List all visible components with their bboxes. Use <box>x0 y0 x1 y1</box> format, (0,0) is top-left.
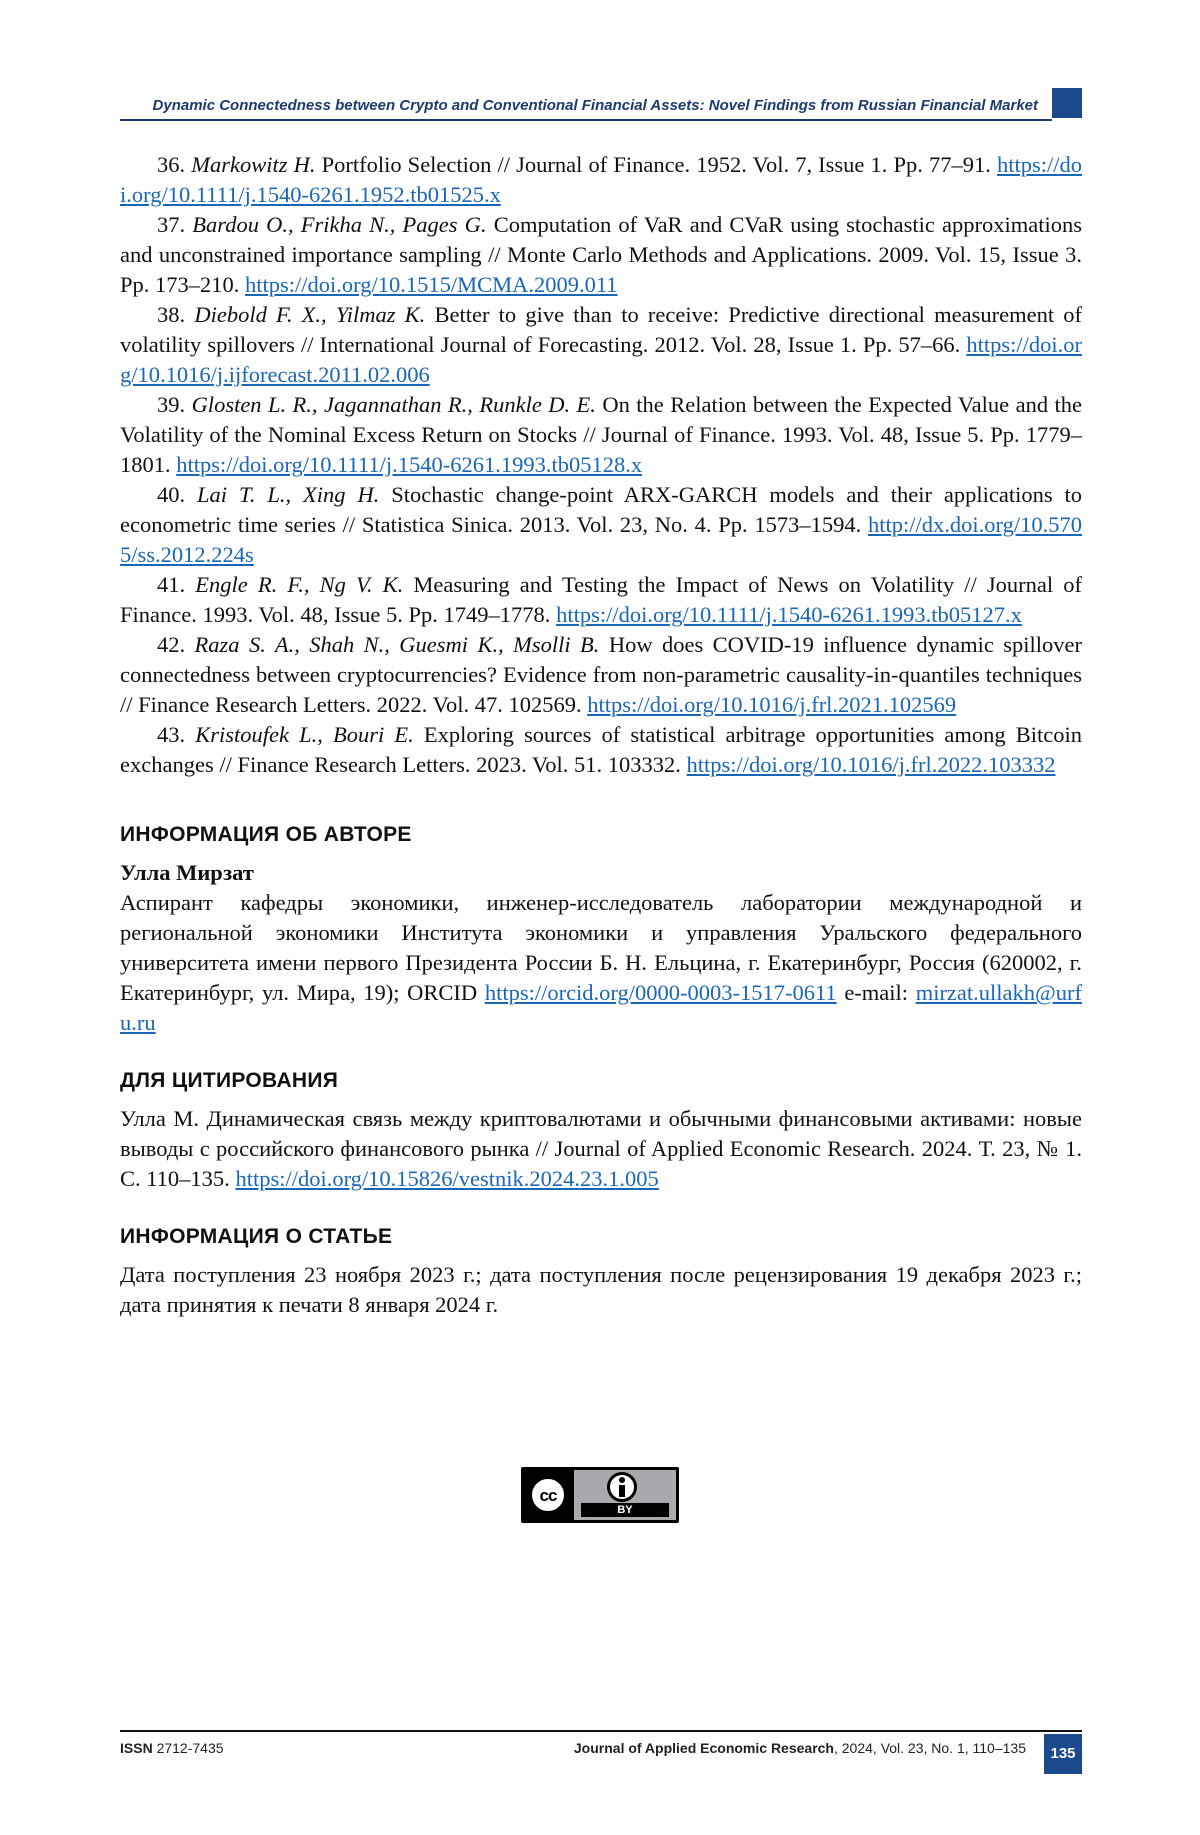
header-rule <box>120 119 1052 121</box>
reference-item <box>120 390 1082 480</box>
reference-authors: Raza S. A., Shah N., Guesmi K., Msolli B. <box>194 632 600 657</box>
footer-issn <box>120 1740 224 1756</box>
orcid-link[interactable]: https://orcid.org/0000-0003-1517-0611 <box>484 980 837 1005</box>
attribution-person-icon <box>607 1472 637 1502</box>
issn-value: 2712-7435 <box>152 1740 224 1756</box>
reference-text: Better to give than to receive: Predictive directional measurement of volatility spillovers // International Journal of Forecasting. 2012. Vol. 28, Issue 1. Pp. 57–66. <box>120 302 1083 357</box>
citation-body: Улла М. Динамическая связь между криптовалютами и обычными финансовыми активами: новые выводы с российского финансового рынка // Journal of Applied Economic Research. 2024. Т. 23, № 1. С. 110–135. <box>120 1106 1082 1191</box>
reference-number: 37. <box>157 212 186 237</box>
reference-authors: Glosten L. R., Jagannathan R., Runkle D. E. <box>191 392 596 417</box>
reference-list <box>120 150 1082 780</box>
reference-link[interactable]: https://doi.org/10.1111/j.1540-6261.1993.tb05128.x <box>176 452 643 477</box>
creative-commons-icon: cc <box>529 1476 567 1514</box>
reference-link[interactable]: https://doi.org/10.1016/j.ijforecast.2011.02.006 <box>120 332 1082 387</box>
reference-number: 36. <box>157 152 186 177</box>
reference-authors: Engle R. F., Ng V. K. <box>195 572 404 597</box>
reference-link[interactable]: https://doi.org/10.1016/j.frl.2021.102569 <box>587 692 957 717</box>
footer-journal-name: Journal of Applied Economic Research <box>573 1740 834 1756</box>
citation-text <box>120 1104 1082 1194</box>
reference-number: 41. <box>157 572 186 597</box>
citation-link[interactable]: https://doi.org/10.15826/vestnik.2024.23.1.005 <box>235 1166 659 1191</box>
header-accent-block <box>1052 88 1082 118</box>
reference-number: 38. <box>157 302 186 327</box>
reference-item <box>120 570 1082 630</box>
reference-number: 39. <box>157 392 186 417</box>
reference-text: Exploring sources of statistical arbitrage opportunities among Bitcoin exchanges // Finance Research Letters. 2023. Vol. 51. 103332. <box>120 722 1083 777</box>
reference-item <box>120 150 1082 210</box>
person-body-shape <box>619 1485 625 1497</box>
reference-authors: Diebold F. X., Yilmaz K. <box>194 302 426 327</box>
reference-text: Computation of VaR and CVaR using stochastic approximations and unconstrained importance sampling // Monte Carlo Methods and Applications. 2009. Vol. 15, Issue 3. Pp. 173–210. <box>120 212 1083 297</box>
article-info-heading: ИНФОРМАЦИЯ О СТАТЬЕ <box>120 1225 393 1248</box>
reference-item <box>120 210 1082 300</box>
reference-number: 42. <box>157 632 186 657</box>
author-name: Улла Мирзат <box>120 860 254 885</box>
reference-number: 43. <box>157 722 186 747</box>
reference-link[interactable]: https://doi.org/10.1111/j.1540-6261.1993.tb05127.x <box>556 602 1022 627</box>
running-header <box>120 88 1082 118</box>
reference-link[interactable]: http://dx.doi.org/10.5705/ss.2012.224s <box>120 512 1082 567</box>
page-number: 135 <box>1044 1734 1082 1774</box>
page-content <box>120 150 1082 1320</box>
reference-authors: Lai T. L., Xing H. <box>197 482 380 507</box>
reference-authors: Bardou O., Frikha N., Pages G. <box>192 212 487 237</box>
reference-authors: Kristoufek L., Bouri E. <box>195 722 414 747</box>
citation-heading: ДЛЯ ЦИТИРОВАНИЯ <box>120 1069 339 1092</box>
running-title: Dynamic Connectedness between Crypto and Conventional Financial Assets: Novel Findings from Russian Financial Market <box>152 97 1038 114</box>
reference-text: Measuring and Testing the Impact of News on Volatility // Journal of Finance. 1993. Vol. 48, Issue 5. Pp. 1749–1778. <box>120 572 1082 627</box>
footer-rule <box>120 1730 1082 1732</box>
reference-item <box>120 630 1082 720</box>
article-info-text: Дата поступления 23 ноября 2023 г.; дата поступления после рецензирования 19 декабря 2023 г.; дата принятия к печати 8 января 2024 г. <box>120 1262 1082 1317</box>
reference-text: On the Relation between the Expected Value and the Volatility of the Nominal Excess Return on Stocks // Journal of Finance. 1993. Vol. 48, Issue 5. Pp. 1779–1801. <box>120 392 1082 477</box>
cc-badge-left-panel <box>524 1470 574 1520</box>
author-bio <box>120 888 1082 1038</box>
author-bio-text: Аспирант кафедры экономики, инженер-исследователь лаборатории международной и региональной экономики Института экономики и управления Уральского федерального университета имени первого Президента России Б. Н. Ельцина, г. Екатеринбург, Россия (620002, г. Екатеринбург, ул. Мира, 19); ORCID <box>120 890 1082 1005</box>
reference-authors: Markowitz H. <box>191 152 316 177</box>
reference-text: Portfolio Selection // Journal of Finance. 1952. Vol. 7, Issue 1. Pp. 77–91. <box>315 152 997 177</box>
reference-text: Stochastic change-point ARX-GARCH models and their applications to econometric time series // Statistica Sinica. 2013. Vol. 23, No. 4. Pp. 1573–1594. <box>120 482 1083 537</box>
reference-item <box>120 480 1082 570</box>
reference-link[interactable]: https://doi.org/10.1515/MCMA.2009.011 <box>245 272 618 297</box>
reference-text: How does COVID-19 influence dynamic spillover connectedness between cryptocurrencies? Evidence from non-parametric causality-in-quantiles techniques // Finance Research Letters. 2022. Vol. 47. 102569. <box>120 632 1083 717</box>
reference-number: 40. <box>157 482 186 507</box>
by-label: BY <box>581 1503 669 1517</box>
reference-link[interactable]: https://doi.org/10.1016/j.frl.2022.103332 <box>686 752 1056 777</box>
footer-journal-details: , 2024, Vol. 23, No. 1, 110–135 <box>833 1740 1026 1756</box>
email-label: e-mail: <box>836 980 916 1005</box>
email-link[interactable]: mirzat.ullakh@urfu.ru <box>120 980 1082 1035</box>
issn-label: ISSN <box>120 1740 153 1756</box>
cc-by-license-badge[interactable] <box>521 1467 679 1523</box>
reference-link[interactable]: https://doi.org/10.1111/j.1540-6261.1952.tb01525.x <box>120 152 1082 207</box>
reference-item <box>120 720 1082 780</box>
reference-item <box>120 300 1082 390</box>
person-head-shape <box>619 1477 625 1483</box>
footer-journal-info <box>574 1740 1026 1756</box>
author-info-heading: ИНФОРМАЦИЯ ОБ АВТОРЕ <box>120 823 412 846</box>
